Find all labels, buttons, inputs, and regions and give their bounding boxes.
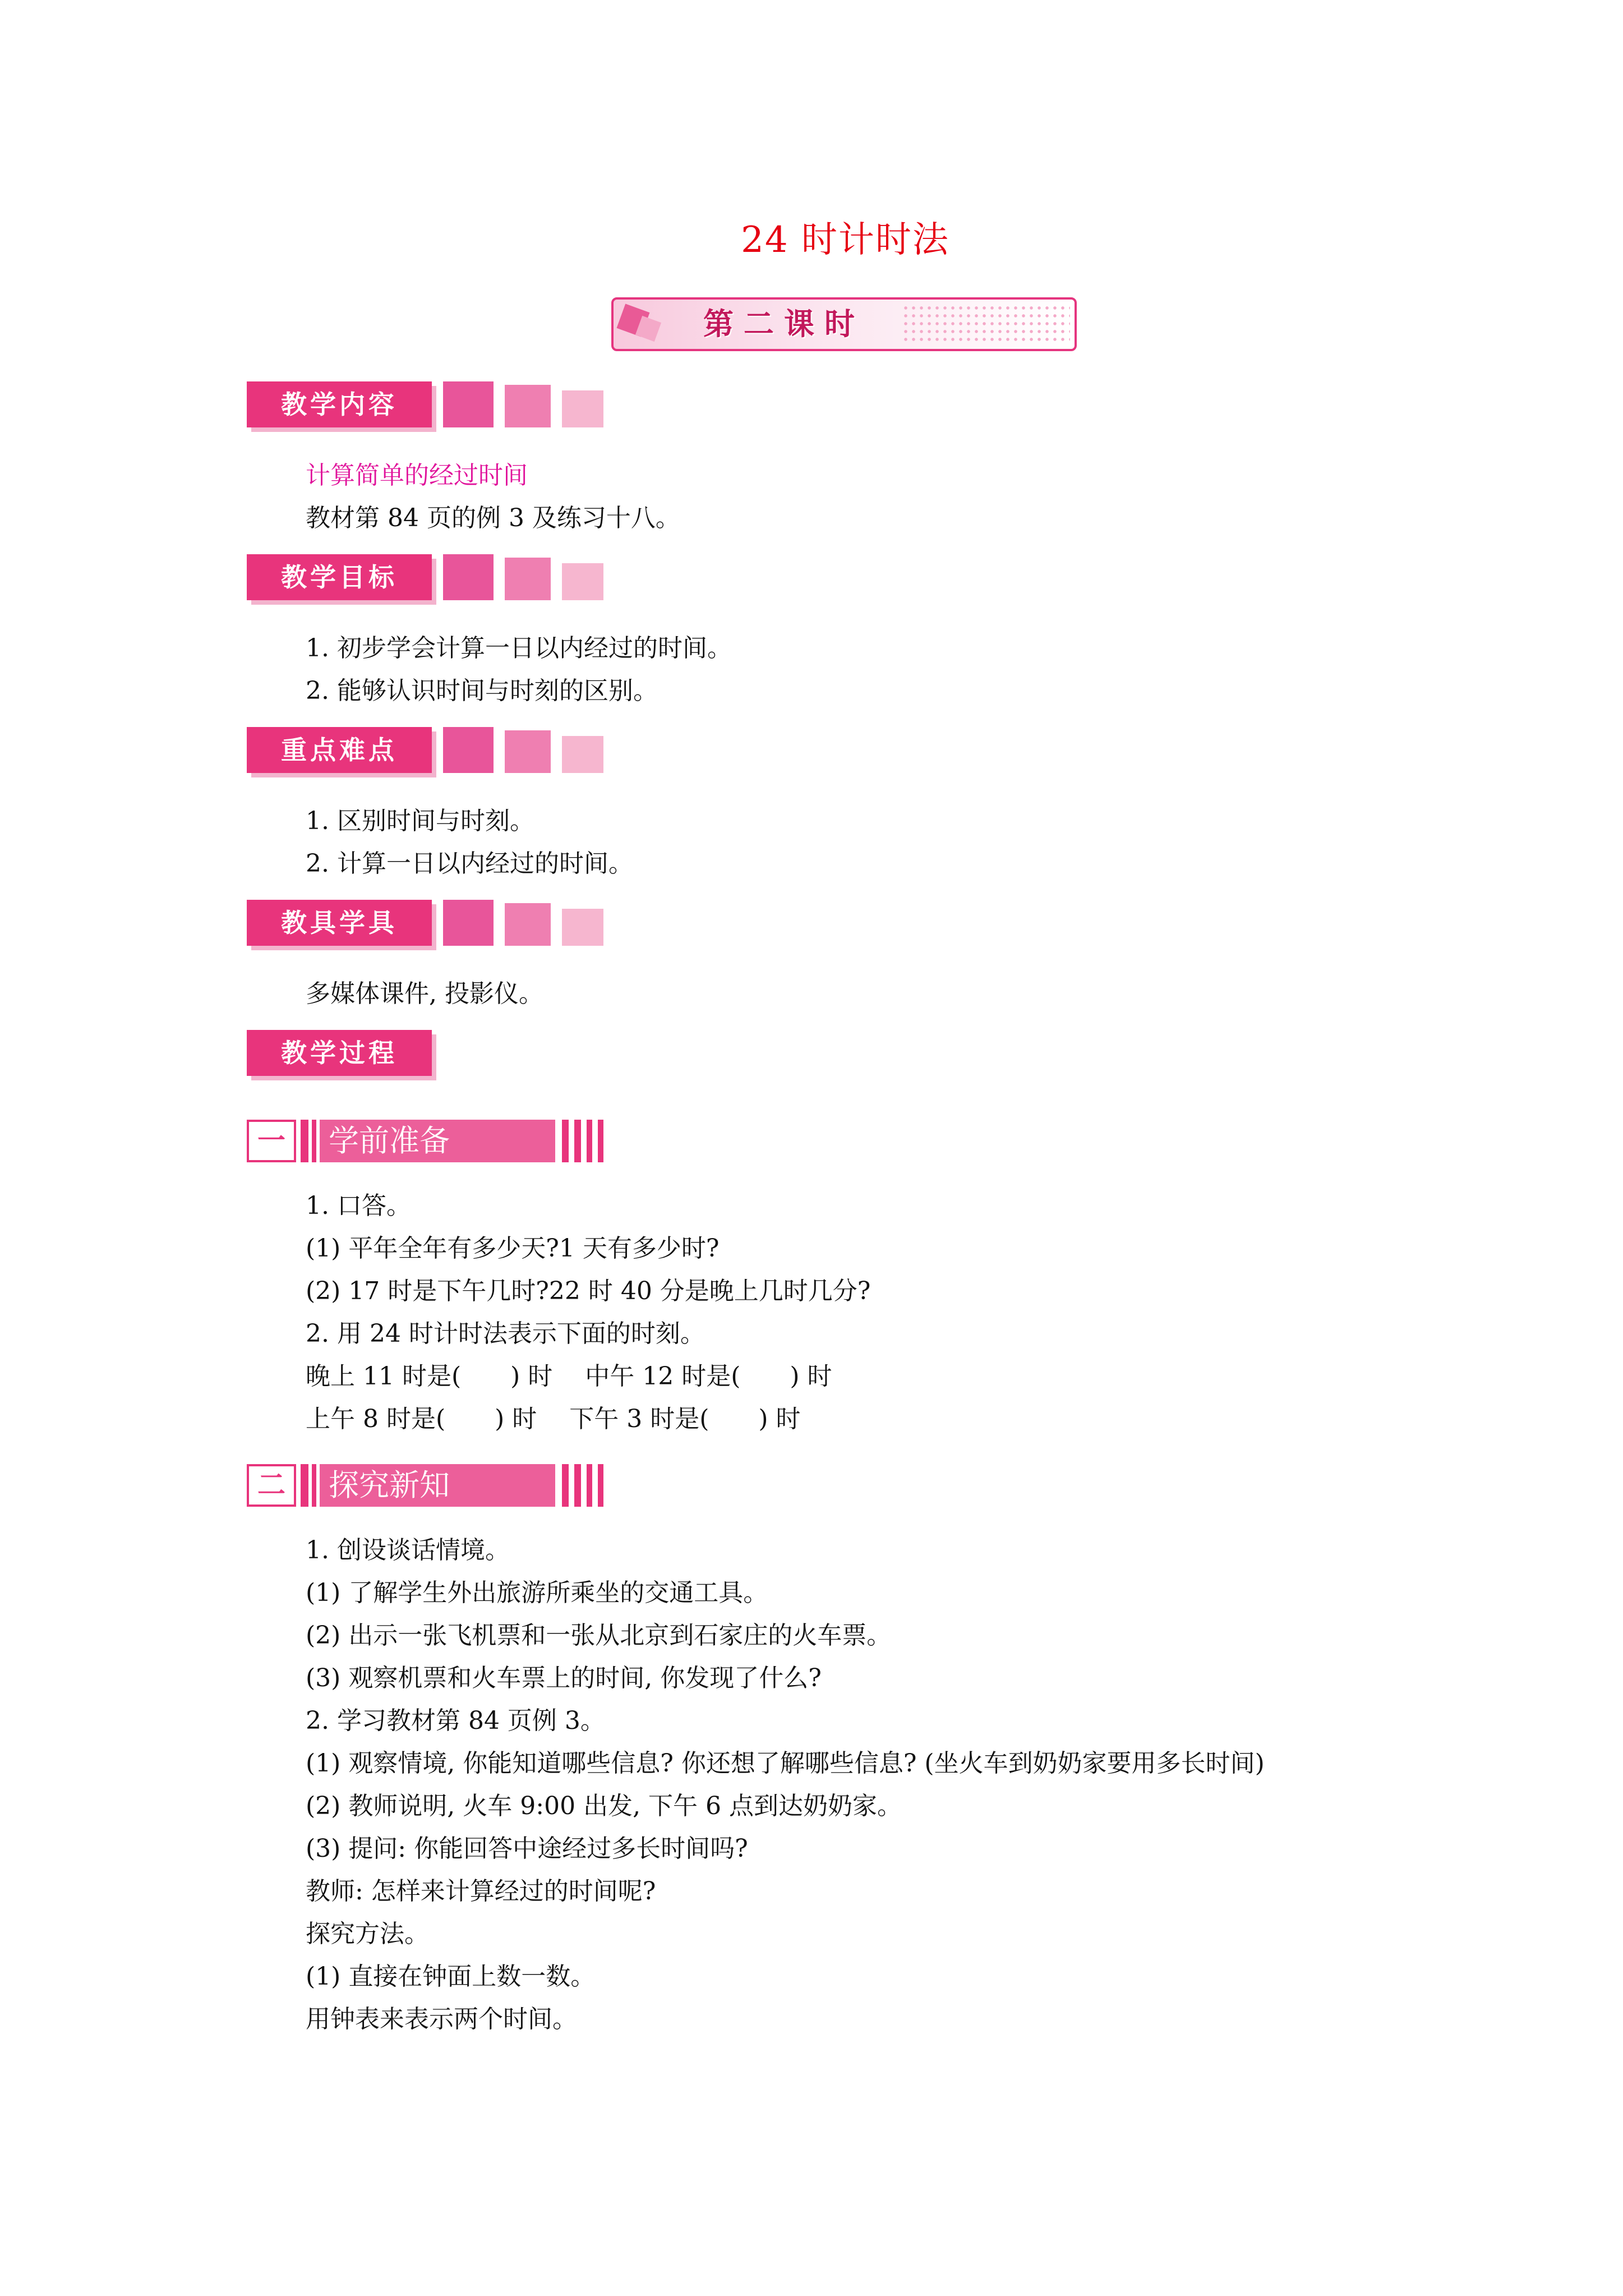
step2-line: (1) 了解学生外出旅游所乘坐的交通工具。: [306, 1579, 768, 1607]
step-heading-text: 学前准备: [320, 1120, 555, 1162]
step2-line: (3) 观察机票和火车票上的时间, 你发现了什么?: [306, 1664, 822, 1692]
section-tag-content: [247, 381, 432, 427]
section-tag-label: 教学内容: [281, 389, 398, 420]
dot-pattern: [902, 304, 1070, 344]
lesson-banner-label: 第二课时: [703, 306, 865, 342]
step1-line: (2) 17 时是下午几时?22 时 40 分是晚上几时几分?: [306, 1277, 871, 1305]
goal-line: 2. 能够认识时间与时刻的区别。: [306, 677, 658, 705]
step1-line: 2. 用 24 时计时法表示下面的时刻。: [306, 1319, 705, 1348]
lesson-banner: [611, 297, 1077, 351]
step2-line: 探究方法。: [306, 1920, 429, 1948]
tools-line: 多媒体课件, 投影仪。: [306, 979, 543, 1008]
section-tag-label: 教具学具: [281, 908, 398, 938]
key-point-line: 1. 区别时间与时刻。: [306, 807, 534, 835]
step2-line: 用钟表来表示两个时间。: [306, 2005, 577, 2033]
section-tag-tools: [247, 900, 432, 946]
content-line: 教材第 84 页的例 3 及练习十八。: [306, 504, 680, 532]
section-tag-process: [247, 1030, 432, 1076]
section-tag-key-points: [247, 727, 432, 773]
section-tag-label: 重点难点: [281, 735, 398, 765]
step1-line: 上午 8 时是( ) 时 下午 3 时是( ) 时: [306, 1405, 801, 1433]
step2-line: (2) 出示一张飞机票和一张从北京到石家庄的火车票。: [306, 1621, 892, 1650]
step-heading-2: [247, 1464, 623, 1507]
step1-line: 晚上 11 时是( ) 时 中午 12 时是( ) 时: [306, 1362, 832, 1391]
step2-line: 1. 创设谈话情境。: [306, 1536, 510, 1565]
key-point-line: 2. 计算一日以内经过的时间。: [306, 849, 633, 878]
step-heading-text: 探究新知: [320, 1464, 555, 1507]
step1-line: 1. 口答。: [306, 1191, 411, 1220]
step-number: 一: [247, 1120, 296, 1162]
decorative-squares: [443, 554, 611, 600]
step2-line: (3) 提问: 你能回答中途经过多长时间吗?: [306, 1834, 748, 1863]
step2-line: (1) 直接在钟面上数一数。: [306, 1962, 596, 1991]
section-tag-label: 教学过程: [281, 1038, 398, 1068]
content-topic: 计算简单的经过时间: [306, 461, 528, 490]
decorative-squares: [443, 900, 611, 946]
decorative-squares: [443, 727, 611, 773]
step-heading-1: [247, 1120, 623, 1162]
step1-line: (1) 平年全年有多少天?1 天有多少时?: [306, 1234, 720, 1263]
step2-line: (2) 教师说明, 火车 9:00 出发, 下午 6 点到达奶奶家。: [306, 1792, 902, 1820]
section-tag-goals: [247, 554, 432, 600]
goal-line: 1. 初步学会计算一日以内经过的时间。: [306, 634, 732, 662]
document-title: 24 时计时法: [741, 219, 949, 261]
step-number: 二: [247, 1464, 296, 1507]
section-tag-label: 教学目标: [281, 562, 398, 592]
step2-line: 教师: 怎样来计算经过的时间呢?: [306, 1877, 656, 1906]
step2-line: 2. 学习教材第 84 页例 3。: [306, 1706, 605, 1735]
decorative-squares: [443, 381, 611, 427]
step2-line: (1) 观察情境, 你能知道哪些信息? 你还想了解哪些信息? (坐火车到奶奶家要用多长时间): [306, 1749, 1265, 1778]
